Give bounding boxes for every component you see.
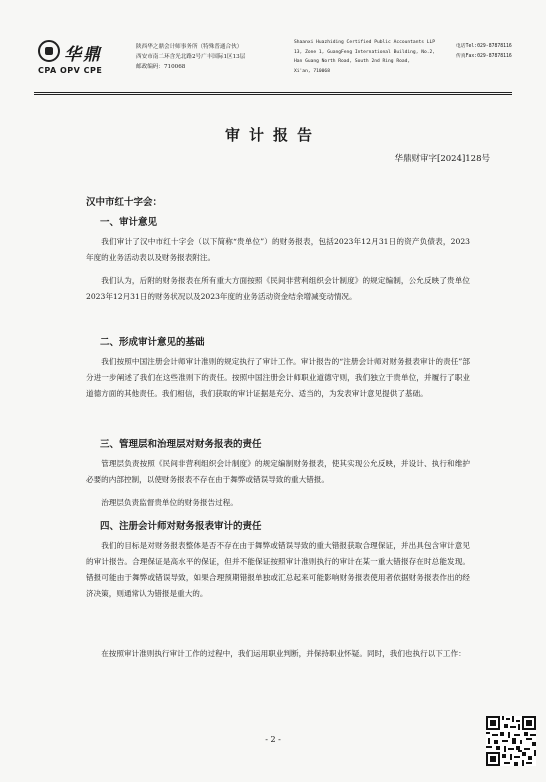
paragraph: 在按照审计准则执行审计工作的过程中，我们运用职业判断，并保持职业怀疑。同时，我们也执行以下工作： xyxy=(101,649,466,658)
address-cn: 西安市南二环含光北路2号广丰国际1区13层 xyxy=(136,54,246,60)
paragraph: 我们按照中国注册会计师审计准则的规定执行了审计工作。审计报告的“注册会计师对财务报表审计的责任”部分进一步阐述了我们在这些准则下的责任。按照中国注册会计师职业道德守则，我们独立于贵单位，并履行了职业道德方面的其他责任。我们相信，我们获取的审计证据是充分、适当的，为发表审计意见提供了基础。 xyxy=(86,357,470,398)
postcode-cn: 邮政编码：710068 xyxy=(136,64,186,70)
paragraph: 我们审计了汉中市红十字会（以下简称“贵单位”）的财务报表，包括2023年12月31日的资产负债表，2023年度的业务活动表以及财务报表附注。 xyxy=(86,237,470,262)
address-en-1: 13, Zone 1, GuangFeng International Building, No.2, xyxy=(294,49,436,55)
seal-icon xyxy=(38,40,60,62)
paragraph: 管理层负责按照《民间非营利组织会计制度》的规定编制财务报表，使其实现公允反映，并设计、执行和维护必要的内部控制，以使财务报表不存在由于舞弊或错误导致的重大错报。 xyxy=(86,459,470,484)
paragraph: 治理层负责监督贵单位的财务报告过程。 xyxy=(101,498,238,507)
paragraph: 我们认为，后附的财务报表在所有重大方面按照《民间非营利组织会计制度》的规定编制，公允反映了贵单位2023年12月31日的财务状况以及2023年度的业务活动资金结余增减变动情况。 xyxy=(86,276,470,301)
letterhead-chinese-address xyxy=(136,42,286,72)
telephone: 电话Tel:029-87878116 xyxy=(456,44,512,49)
section-heading: 四、注册会计师对财务报表审计的责任 xyxy=(100,521,262,532)
address-en-3: Xi'an, 710068 xyxy=(294,68,330,74)
section-heading: 三、管理层和治理层对财务报表的责任 xyxy=(100,439,262,450)
fax: 传真Fax:029-87878116 xyxy=(456,54,512,59)
letterhead-contact xyxy=(456,42,546,62)
section-heading: 二、形成审计意见的基础 xyxy=(100,337,205,348)
section-heading: 一、审计意见 xyxy=(100,217,158,228)
firm-name-en: Shaanxi Huazhiding Certified Public Accountants LLP xyxy=(294,40,436,45)
report-title: 审计报告 xyxy=(224,126,321,144)
paragraph: 我们的目标是对财务报表整体是否不存在由于舞弊或错误导致的重大错报获取合理保证，并出具包含审计意见的审计报告。合理保证是高水平的保证，但并不能保证按照审计准则执行的审计在某一重大错报存在时总能发现。错报可能由于舞弊或错误导致，如果合理预期错报单独或汇总起来可能影响财务报表使用者依据财务报表作出的经济决策，则通常认为错报是重大的。 xyxy=(86,541,470,598)
letterhead-english-address xyxy=(294,38,444,76)
address-en-2: Han Guang North Road, South 2nd Ring Road, xyxy=(294,59,411,64)
logo-text: 华鼎 xyxy=(64,45,102,65)
firm-logo xyxy=(38,40,126,80)
addressee: 汉中市红十字会： xyxy=(86,197,163,208)
reference-number: 华鼎财审字[2024]128号 xyxy=(394,154,490,164)
qr-code-icon xyxy=(486,716,536,766)
letterhead-rule-thin xyxy=(34,94,512,95)
firm-name-cn: 陕西华之鼎会计师事务所（特殊普通合伙） xyxy=(136,44,243,50)
letterhead xyxy=(38,26,512,88)
letterhead-rule xyxy=(34,92,512,93)
page-number: - 2 - xyxy=(265,735,281,744)
logo-subtext: CPA OPV CPE xyxy=(38,66,103,75)
